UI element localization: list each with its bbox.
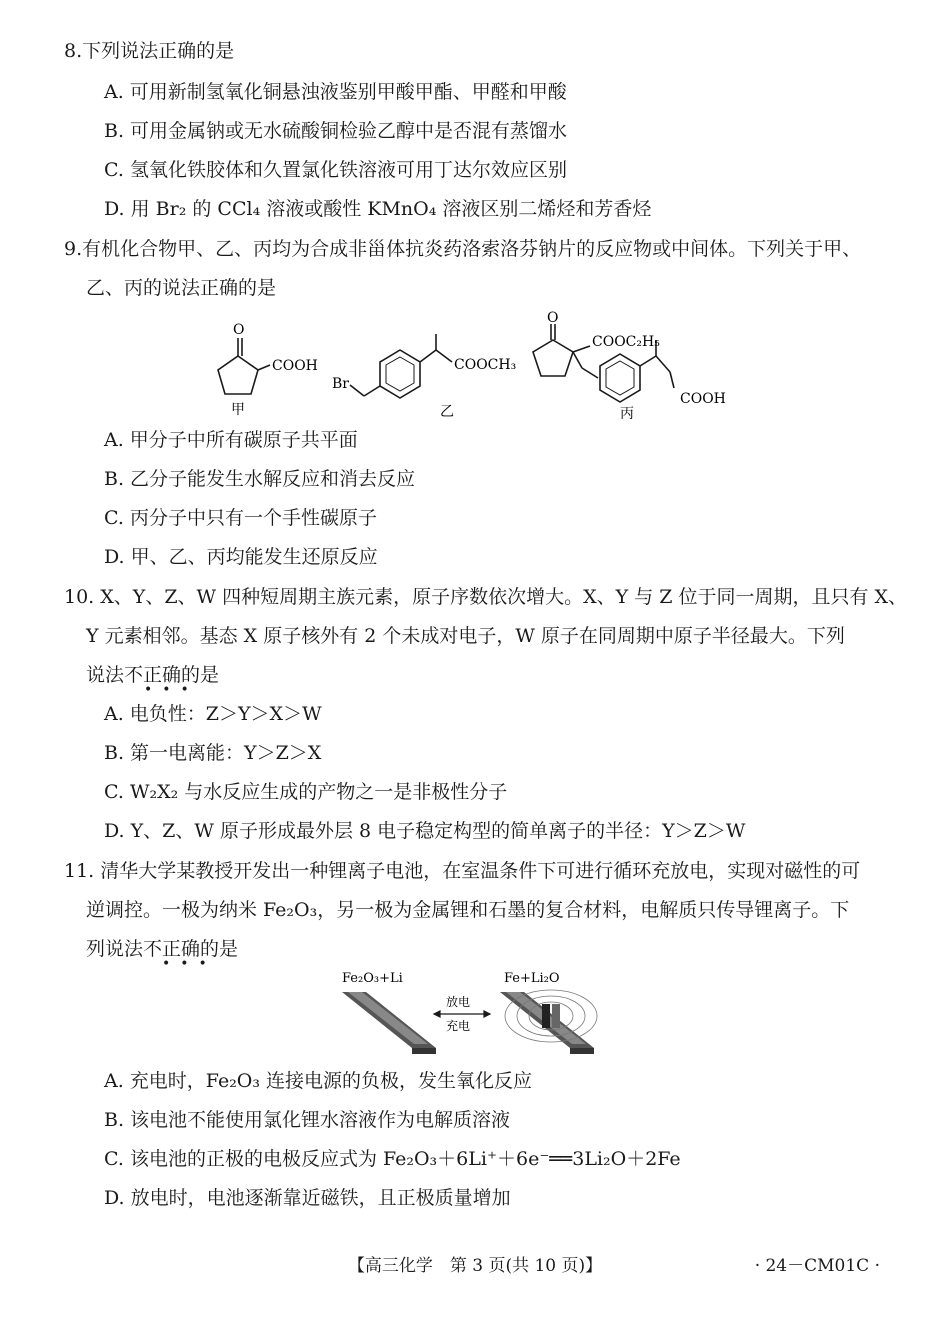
q8-option-a: A. 可用新制氢氧化铜悬浊液鉴别甲酸甲酯、甲醛和甲酸 [104, 81, 567, 103]
reaction-arrows [434, 1011, 490, 1017]
q10-stem-line2: Y 元素相邻。基态 X 原子核外有 2 个未成对电子，W 原子在同周期中原子半径最大。下列 [86, 625, 845, 647]
q8-option-d: D. 用 Br₂ 的 CCl₄ 溶液或酸性 KMnO₄ 溶液区别二烯烃和芳香烃 [104, 198, 652, 220]
paper-code: · 24－CM01C · [754, 1256, 880, 1276]
jia-oxygen: O [233, 322, 245, 338]
q10-option-d: D. Y、Z、W 原子形成最外层 8 电子稳定构型的简单离子的半径：Y＞Z＞W [104, 820, 746, 842]
q9-option-a: A. 甲分子中所有碳原子共平面 [104, 429, 358, 451]
q10-option-a: A. 电负性：Z＞Y＞X＞W [104, 703, 322, 725]
q11-option-b: B. 该电池不能使用氯化锂水溶液作为电解质溶液 [104, 1109, 511, 1131]
q11-stem-line2: 逆调控。一极为纳米 Fe₂O₃，另一极为金属锂和石墨的复合材料，电解质只传导锂离子。下 [86, 899, 850, 921]
right-electrode [500, 992, 594, 1054]
q11-option-c: C. 该电池的正极的电极反应式为 Fe₂O₃＋6Li⁺＋6e⁻══3Li₂O＋2Fe [104, 1148, 681, 1170]
q9-structures-figure [200, 310, 760, 422]
bing-cooc2h5: COOC₂H₅ [592, 334, 660, 350]
structure-jia [218, 338, 270, 394]
q10-stem-line3: 说法不正确的是 [86, 664, 220, 686]
q10-option-b: B. 第一电离能：Y＞Z＞X [104, 742, 322, 764]
q8-option-c: C. 氢氧化铁胶体和久置氯化铁溶液可用丁达尔效应区别 [104, 159, 567, 181]
figure-left-label: Fe₂O₃+Li [342, 971, 403, 986]
q9-option-b: B. 乙分子能发生水解反应和消去反应 [104, 468, 416, 490]
bing-oxygen: O [547, 310, 559, 326]
discharge-label: 放电 [446, 995, 471, 1009]
q10-stem-line1: 10. X、Y、Z、W 四种短周期主族元素，原子序数依次增大。X、Y 与 Z 位于同一周期，且只有 X、 [64, 586, 908, 608]
charge-label: 充电 [446, 1019, 471, 1033]
q9-option-d: D. 甲、乙、丙均能发生还原反应 [104, 546, 378, 568]
q9-option-c: C. 丙分子中只有一个手性碳原子 [104, 507, 377, 529]
q11-emphasis-dots: ••• [162, 956, 217, 972]
yi-br: Br [332, 376, 349, 392]
q11-stem-line3: 列说法不正确的是 [86, 938, 239, 960]
q8-option-b: B. 可用金属钠或无水硫酸铜检验乙醇中是否混有蒸馏水 [104, 120, 568, 142]
left-electrode [342, 992, 436, 1054]
battery-figure [330, 968, 650, 1058]
q11-option-d: D. 放电时，电池逐渐靠近磁铁，且正极质量增加 [104, 1187, 511, 1209]
q11-stem-line1: 11. 清华大学某教授开发出一种锂离子电池，在室温条件下可进行循环充放电，实现对磁性的可 [64, 860, 861, 882]
q10-option-c: C. W₂X₂ 与水反应生成的产物之一是非极性分子 [104, 781, 508, 803]
bing-cooh: COOH [680, 391, 726, 407]
q11-option-a: A. 充电时，Fe₂O₃ 连接电源的负极，发生氧化反应 [104, 1070, 533, 1092]
page-footer: 【高三化学 第 3 页(共 10 页)】 [347, 1256, 603, 1276]
bing-label: 丙 [620, 406, 634, 422]
jia-label: 甲 [231, 402, 245, 418]
q8-stem: 8.下列说法正确的是 [64, 40, 235, 62]
yi-label: 乙 [440, 404, 454, 420]
q9-stem-line2: 乙、丙的说法正确的是 [86, 277, 277, 299]
q9-stem-line1: 9.有机化合物甲、乙、丙均为合成非甾体抗炎药洛索洛芬钠片的反应物或中间体。下列关于甲、 [64, 238, 862, 260]
yi-cooch3: COOCH₃ [454, 357, 517, 373]
figure-right-label: Fe+Li₂O [504, 971, 560, 986]
jia-cooh: COOH [272, 358, 318, 374]
q10-emphasis-dots: ••• [144, 682, 199, 698]
structure-yi [350, 334, 452, 398]
